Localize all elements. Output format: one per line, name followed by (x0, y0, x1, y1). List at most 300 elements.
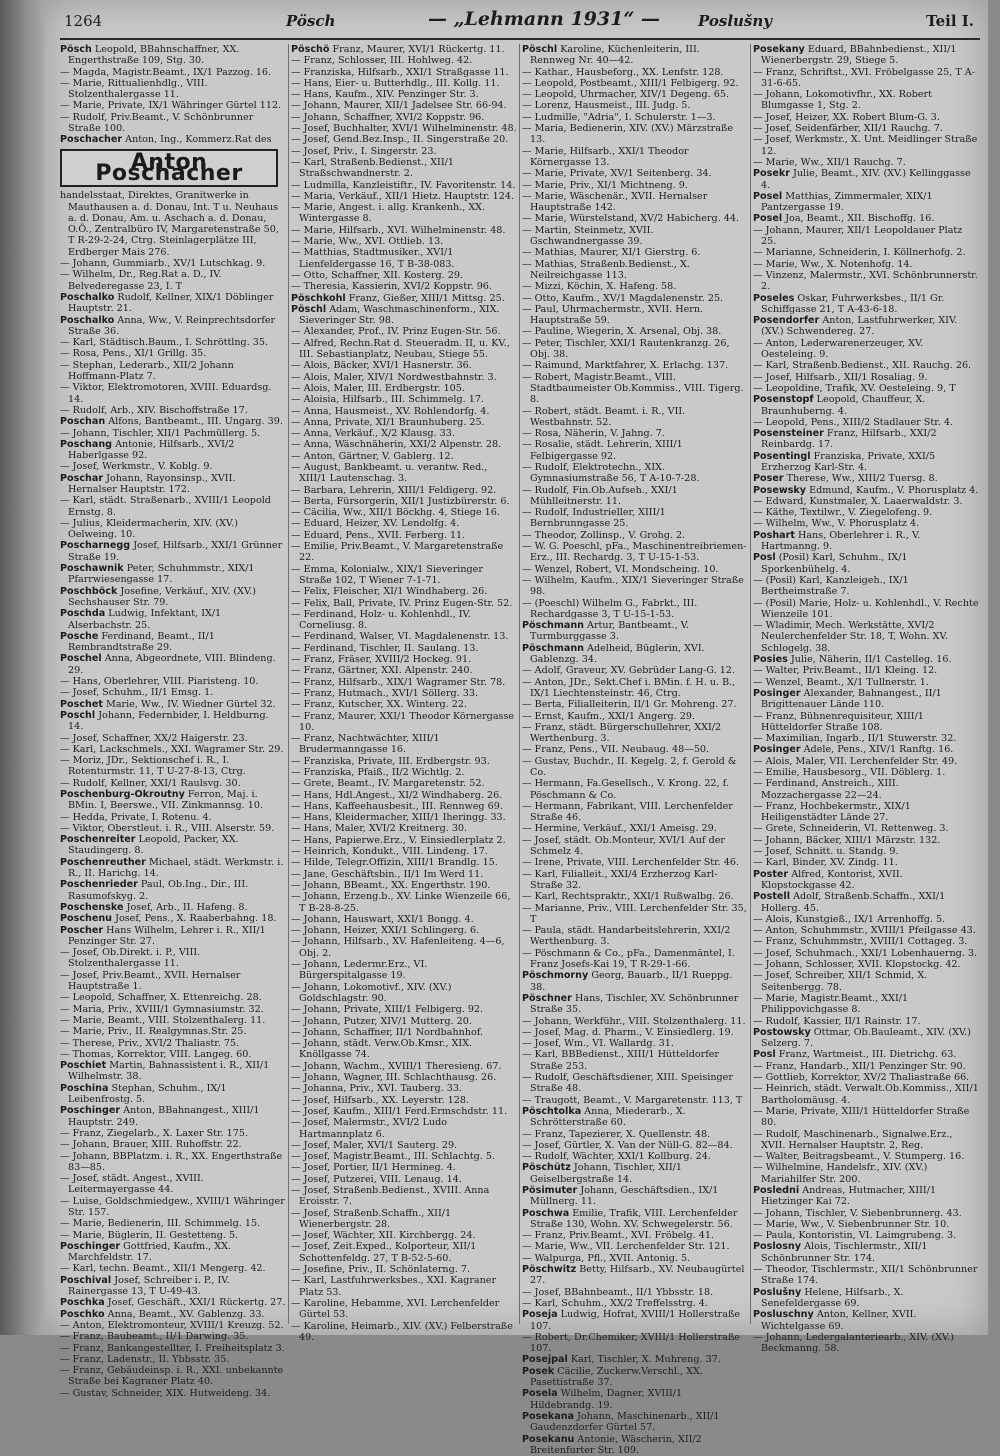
directory-entry (522, 778, 748, 801)
entry-details: — Karl, städt. Straßenarb., XVIII/1 Leopold Ernstg. 8. (60, 495, 271, 518)
directory-entry (522, 462, 748, 485)
directory-entry (291, 55, 517, 66)
directory-entry (60, 1060, 286, 1083)
column-divider (519, 44, 520, 1324)
entry-details: — Rudolf, Geschäftsdiener, XIII. Speisinger Straße 48. (522, 1072, 733, 1095)
entry-details: — Käthe, Textilwr., V. Ziegelofeng. 9. (753, 507, 933, 519)
directory-entry (60, 439, 286, 462)
directory-entry (753, 936, 979, 947)
directory-entry (753, 552, 979, 575)
directory-entry (291, 78, 517, 89)
entry-details: — Theodor, Tischlermstr., XII/1 Schönbrunner Straße 174. (753, 1264, 978, 1287)
entry-details: — (Posil) Karl, Kanzleigeh., IX/1 Bertheimstraße 7. (753, 574, 909, 598)
entry-details: — Paula, städt. Handarbeitslehrerin, XXI/2 Werthenburg. 3. (522, 925, 731, 948)
entry-details: — Rudolf, Maschinenarb., Signalwe.Erz., XVII. Hernalser Hauptstr. 2, Reg. (753, 1128, 953, 1151)
directory-entry (753, 67, 979, 90)
entry-details: — Paul, Uhrmachermstr., XVII. Hern. Hauptstraße 59. (522, 303, 704, 327)
entry-details: — Rosalie, städt. Lehrerin, XIII/1 Felbigergasse 92. (522, 439, 683, 462)
directory-entry (291, 417, 517, 428)
entry-details: — Josef, Schuhm., II/1 Emsg. 1. (60, 687, 214, 699)
directory-entry (291, 541, 517, 564)
directory-entry (753, 767, 979, 778)
entry-details: — Cäcilia, Ww., XII/1 Böckhg. 4, Stiege 16. (291, 507, 500, 519)
directory-entry (291, 778, 517, 789)
entry-surname: Poster (753, 868, 789, 880)
entry-surname: Pösch (60, 44, 92, 55)
directory-entry (60, 473, 286, 496)
directory-entry (60, 823, 286, 834)
entry-surname: Poschawnik (60, 563, 124, 575)
directory-entry (60, 100, 286, 111)
entry-details: — Alois, Kunstgieß., IX/1 Arrenhoffg. 5. (753, 913, 946, 925)
directory-entry (60, 258, 286, 269)
directory-entry (291, 428, 517, 439)
entry-surname: Pöschtolka (522, 1105, 582, 1117)
directory-entry (522, 146, 748, 169)
entry-details: — Karl, Straßenb.Bedienst., XII. Rauchg. 26. (753, 360, 972, 372)
entry-details: — Josef, städt. Ob.Monteur, XVI/1 Auf der Schmelz 4. (522, 834, 725, 858)
directory-entry (753, 293, 979, 316)
directory-entry (60, 1196, 286, 1219)
entry-details: Ottmar, Ob.Bauleamt., XIV. (XV.) Selzerg. 7. (761, 1026, 971, 1050)
directory-entry (753, 89, 979, 112)
directory-entry (60, 1038, 286, 1049)
directory-entry (522, 1434, 748, 1456)
entry-surname: Poschel (60, 653, 102, 665)
entry-details: — Viktor, Elektromotoren, XVIII. Eduardsg. 14. (60, 382, 272, 405)
directory-entry (291, 1230, 517, 1241)
entry-details: — Franz, Bühnenrequisiteur, XIII/1 Hütteldorfer Straße 108. (753, 710, 924, 733)
directory-entry (522, 620, 748, 643)
entry-details: — Rosa, Näherin, V. Jahng. 7. (522, 428, 665, 440)
page-number: 1264 (64, 12, 103, 30)
directory-entry (522, 1095, 748, 1106)
entry-details: Johann, Rayonsinsp., XVII. Hernalser Hauptstr. 172. (68, 472, 236, 495)
entry-details: — Johann, BBPlatzm. i. R., XX. Engerthstraße 83—85. (60, 1150, 283, 1173)
entry-details: Paul, Ob.Ing., Dir., III. Rasumofskyg. 2. (68, 879, 249, 902)
entry-details: Anna, Abgeordnete, VIII. Blindeng. 29. (68, 653, 276, 676)
entry-details: — Luise, Goldschmiedgew., XVIII/1 Währinger Str. 157. (60, 1195, 285, 1218)
entry-details: — Alois, Maler, VII. Lerchenfelder Str. 49. (753, 755, 958, 767)
entry-details: Emilie, Trafik, VIII. Lerchenfelder Straße 130, Wohn. XV. Schwegelerstr. 56. (530, 1207, 738, 1230)
entry-details: — Matthias, Stadtmusiker., XVI/1 Lienfeldergasse 16, T B-38-083. (291, 247, 455, 270)
entry-surname: Pöschmann (522, 642, 584, 654)
entry-surname: Poschenreuther (60, 856, 146, 868)
directory-entry (291, 507, 517, 518)
entry-details: — Thomas, Korrektor, VIII. Langeg. 60. (60, 1048, 252, 1060)
entry-details: — Ernst, Kaufm., XXI/1 Angerg. 29. (522, 710, 695, 722)
entry-details: — Marie, Private, XIII/1 Hütteldorfer Straße 80. (753, 1105, 970, 1129)
entry-details: — (Posil) Marie, Holz- u. Kohlenhdl., V. Rechte Wienzeile 101. (753, 597, 979, 620)
entry-details: — Wenzel, Robert, VI. Mondscheing. 10. (522, 563, 719, 575)
entry-details: — Josef, Schuhmach., XXI/1 Lobenhauerng. 3. (753, 947, 978, 959)
entry-details: — Josef, Wm., VI. Wallardg. 31. (522, 1038, 674, 1050)
directory-entry (60, 902, 286, 913)
entry-details: — Gustav, Buchdr., II. Kegelg. 2, f. Gerold & Co. (522, 755, 737, 778)
column-4 (753, 44, 979, 1355)
entry-details: — Josef, Werkmstr., V. Koblg. 9. (60, 461, 213, 473)
directory-entry (291, 338, 517, 361)
directory-entry (60, 1218, 286, 1229)
directory-entry (753, 857, 979, 868)
directory-entry (753, 993, 979, 1016)
directory-entry (522, 643, 748, 666)
entry-surname: Poschenske (60, 901, 124, 913)
entry-details: Franz, Hilfsarb., XXI/2 Reinbardg. 17. (761, 428, 937, 451)
directory-entry (60, 1331, 286, 1342)
column-2 (291, 44, 517, 1343)
entry-details: Therese, Ww., XIII/2 Tuersg. 8. (786, 473, 938, 485)
entry-details: — Grete, Beamt., IV. Margaretenstr. 52. (291, 778, 485, 790)
directory-entry (753, 598, 979, 621)
directory-entry (753, 417, 979, 428)
entry-details: Julie, Beamt., XIV. (XV.) Kellinggasse 4. (761, 168, 971, 191)
entry-details: — Franz, Gebäudeinsp. i. R., XXI. unbekannte Straße bei Kagraner Platz 40. (60, 1365, 284, 1388)
directory-entry (522, 326, 748, 337)
directory-entry (291, 134, 517, 145)
directory-entry (522, 89, 748, 100)
entry-details: — Franziska, Private, III. Erdbergstr. 93. (291, 755, 490, 767)
directory-entry (753, 711, 979, 734)
entry-details: — Franz, Schlosser, III. Hohlweg. 42. (291, 55, 473, 67)
entry-surname: Poschl (60, 709, 96, 721)
directory-entry (753, 970, 979, 993)
entry-details: — Marie, Angest. i. allg. Krankenh., XX. Wintergasse 8. (291, 202, 486, 225)
entry-details: — Vinzenz, Malermstr., XVI. Schönbrunnerstr. 2. (753, 269, 978, 293)
header-first-name: Pösch (286, 12, 336, 30)
entry-surname: Poschenrieder (60, 879, 138, 891)
directory-entry (291, 869, 517, 880)
entry-details: — Emilie, Hausbesorg., VII. Döblerg. 1. (753, 767, 946, 778)
directory-entry (291, 711, 517, 734)
entry-surname: Poschka (60, 1297, 105, 1309)
entry-surname: Poschang (60, 438, 113, 450)
entry-details: — Johann, Lokomotivfhr., XX. Robert Blumgasse 1, Stg. 2. (753, 89, 933, 112)
directory-entry (291, 857, 517, 868)
entry-details: Adam, Waschmaschinenform., XIX. Sieveringer Str. 98. (299, 303, 500, 327)
entry-details: — Hans, Hdl.Angest., XI/2 Windhaberg. 26. (291, 789, 503, 801)
directory-entry (753, 1264, 979, 1287)
directory-entry (291, 247, 517, 270)
directory-entry (291, 372, 517, 383)
directory-entry (291, 100, 517, 111)
entry-details: Franz, Wartmeist., III. Dietrichg. 63. (778, 1049, 957, 1061)
directory-entry (753, 315, 979, 338)
entry-surname: Poschda (60, 608, 106, 620)
entry-details: — Eduard, Heizer, XV. Lendolfg. 4. (291, 518, 460, 530)
entry-details: — Anton, Schuhmmstr., XVIII/1 Pfeilgasse 43. (753, 925, 976, 937)
directory-entry (522, 677, 748, 700)
directory-entry (291, 631, 517, 642)
entry-details: — Marie, Ww., XII/1 Rauchg. 7. (753, 156, 906, 168)
entry-details: — Johann, Schlosser, XVII. Klopstockg. 42. (753, 959, 961, 971)
entry-details: Rudolf, Kellner, XIX/1 Döblinger Hauptstr. 21. (68, 291, 274, 315)
entry-surname: Pöschmorny (522, 970, 589, 982)
entry-details: Anna, Miederarb., X. Schrötterstraße 60. (530, 1105, 686, 1129)
entry-details: — Walpurga, Pfl., XVII. Antonig. 5. (522, 1252, 691, 1264)
directory-entry (291, 654, 517, 665)
entry-details: — Alois, Maler, III. Erdbergstr. 105. (291, 382, 465, 394)
entry-details: — Otto, Kaufm., XV/1 Magdalenenstr. 25. (522, 292, 724, 304)
directory-entry (753, 168, 979, 191)
entry-surname: Poschina (60, 1082, 109, 1094)
entry-details: — Johann, Hilfsarb., XV. Hafenleiteng. 4—6, Obj. 2. (291, 936, 505, 959)
entry-details: — Johann, Tischler, V. Siebenbrunnerg. 43. (753, 1207, 962, 1219)
directory-entry (291, 823, 517, 834)
directory-entry (291, 1072, 517, 1083)
entry-details: — Wilhelmine, Handelsfr., XIV. (XV.) Mariahilfer Str. 200. (753, 1162, 928, 1185)
entry-details: Helene, Hilfsarb., X. Senefeldergasse 69. (761, 1286, 904, 1309)
entry-details: — Franziska, Hilfsarb., XXI/1 Straßgasse 11. (291, 66, 509, 78)
directory-entry (60, 1388, 286, 1399)
entry-surname: Poschan (60, 416, 106, 428)
directory-entry (753, 733, 979, 744)
entry-surname: Posenstopf (753, 394, 814, 406)
book-gutter-shadow (0, 0, 44, 1335)
directory-entry (60, 812, 286, 823)
directory-entry (60, 1128, 286, 1139)
header-rule (60, 38, 980, 40)
directory-entry (291, 598, 517, 609)
entry-details: — Johann, Private, XIII/1 Felbigerg. 92. (291, 1004, 484, 1016)
entry-details: Alois, Tischlermstr., XII/1 Schönbrunner Str. 174. (761, 1241, 928, 1264)
directory-entry (60, 428, 286, 439)
directory-entry (522, 100, 748, 111)
entry-details: — Franz, Schriftst., XVI. Fröbelgasse 25, T A-31-6-65. (753, 66, 975, 89)
directory-entry (60, 1297, 286, 1308)
entry-details: — Marie, Büglerin, II. Gestetteng. 5. (60, 1229, 239, 1241)
directory-entry (291, 790, 517, 801)
directory-entry (522, 903, 748, 926)
directory-entry (60, 631, 286, 654)
entry-surname: Pöschl (522, 44, 558, 55)
directory-entry (522, 1287, 748, 1298)
directory-entry (522, 360, 748, 371)
directory-entry (753, 914, 979, 925)
entry-details: — Anton, JDr., Sekt.Chef i. BMin. f. H. u. B., IX/1 Liechtensteinstr. 46, Ctrg. (522, 676, 736, 699)
entry-surname: Pöschwitz (522, 1264, 577, 1276)
directory-entry (291, 1264, 517, 1275)
directory-entry (753, 1241, 979, 1264)
entry-details: — Jane, Geschäftsbin., II/1 Im Werd 11. (291, 868, 484, 880)
directory-entry (753, 665, 979, 676)
entry-details: Josefine, Verkäuf., XIV. (XV.) Sechshauser Str. 79. (68, 585, 256, 608)
entry-details: — Rudolf, Kellner, XXI/1 Raulsvg. 30. (60, 777, 241, 789)
directory-entry (60, 1004, 286, 1015)
directory-entry (291, 959, 517, 982)
entry-details: — Marie, Rittualienhdlg., VIII. Stolzenthalergasse 11. (60, 77, 208, 101)
entry-details: — Franz, Ziegelarb., X. Laxer Str. 175. (60, 1127, 248, 1139)
entry-details: — Marie, Ww., X. Notenhofg. 14. (753, 258, 913, 270)
entry-details: — Walter, Beitragsbeamt., V. Stumperg. 16. (753, 1151, 965, 1163)
entry-details: — Leopold, Uhrmacher, XIV/1 Degeng. 65. (522, 89, 730, 101)
entry-surname: Poslosny (753, 1241, 802, 1253)
directory-entry (753, 846, 979, 857)
directory-entry (522, 801, 748, 824)
directory-entry (522, 1388, 748, 1411)
entry-details: — Irene, Private, VIII. Lerchenfelder Str. 46. (522, 857, 740, 869)
entry-details: — Josef, Mag. d. Pharm., V. Einsiedlerg. 19. (522, 1026, 734, 1038)
directory-entry (753, 485, 979, 496)
directory-entry (291, 801, 517, 812)
entry-surname: Pöschmann (522, 620, 584, 632)
directory-entry (60, 78, 286, 101)
entry-details: — Josef, Zeit.Exped., Kolporteur, XII/1 Schottenfeldg. 27, T B-52-5-60. (291, 1241, 477, 1264)
entry-details: — Johann, Schaffner, XVI/2 Koppstr. 96. (291, 111, 485, 123)
entry-details: — Johann, Putzer, XIV/1 Mutterg. 20. (291, 1015, 472, 1027)
entry-details: — Barbara, Lehrerin, XIII/1 Feldigerg. 92. (291, 484, 497, 496)
directory-entry (291, 236, 517, 247)
entry-details: — Hans, Kaffeehausbesit., III. Rennweg 69. (291, 800, 503, 812)
entry-details: — Anton, Gärtner, V. Gablerg. 12. (291, 450, 454, 462)
entry-surname: Pösimuter (522, 1184, 578, 1196)
entry-details: Antonie, Hilfsarb., XVI/2 Haberlgasse 92. (68, 438, 235, 462)
entry-details: Karoline, Küchenleiterin, III. Rennweg Nr. 40—42. (530, 44, 700, 67)
entry-details: — Johann, Wachm., XVIII/1 Theresieng. 67. (291, 1060, 502, 1072)
directory-entry (753, 801, 979, 824)
entry-details: — Marie, Private, XV/1 Seitenberg. 34. (522, 168, 712, 180)
entry-details: — Hans, Papierwe.Erz., V. Einsiedlerplatz 2. (291, 834, 506, 846)
entry-details: Ferron, Maj. i. BMin. I, Beerswe., VII. Zinkmannsg. 10. (68, 789, 263, 812)
entry-details: — Josef, Gürtler, X. Van der Nüll-G. 82—84. (522, 1139, 733, 1151)
directory-entry (291, 326, 517, 337)
directory-entry (60, 292, 286, 315)
entry-details: — Robert, Magistr.Beamt., VIII. Stadtbaumeister Ob.Kommiss., VIII. Tigerg. 8. (522, 371, 744, 406)
entry-details: — (Poeschl) Wilhelm G., Fabrkt., III. Rechardgasse 3, T U-15-1-53. (522, 597, 698, 620)
entry-details: — Stephan, Lederarb., XII/2 Johann Hoffmann-Platz 7. (60, 359, 234, 383)
entry-details: — Hans, Kleidermacher, XIII/1 Iheringg. 33. (291, 812, 506, 824)
directory-entry (753, 688, 979, 711)
directory-entry (522, 485, 748, 508)
directory-entry (60, 755, 286, 778)
entry-details: — Heinrich, Kondukt., VIII. Lindeng. 17. (291, 846, 488, 858)
directory-entry (522, 112, 748, 123)
directory-entry (753, 247, 979, 258)
entry-details: — Franz, Hilfsarb., XIX/1 Wagramer Str. 78. (291, 676, 506, 688)
directory-entry (753, 1027, 979, 1050)
entry-details: — Marie, Ww., XVI. Ottlieb. 13. (291, 236, 444, 248)
entry-details: — Marie, Ww., VII. Lerchenfelder Str. 121. (522, 1241, 730, 1253)
entry-details: — Franz, Gärtner, XXI. Alpenstr. 240. (291, 665, 473, 677)
directory-entry (291, 1275, 517, 1298)
directory-entry (753, 338, 979, 361)
entry-details: Leopold, Packer, XX. Staudingerg. 8. (68, 834, 239, 857)
entry-details: — Therese, Priv., XVI/2 Thaliastr. 75. (60, 1037, 240, 1049)
directory-entry (522, 823, 748, 834)
entry-details: — Peter, Tischler, XXI/1 Rautenkranzg. 26, Obj. 38. (522, 337, 730, 361)
entry-details: — Anna, Wäschnäherin, XXI/2 Alpenstr. 28. (291, 439, 502, 451)
entry-details: — Mathias, Straßenb.Bedienst., X. Neilreichgasse 113. (522, 258, 690, 281)
entry-surname: Poschet (60, 698, 103, 710)
directory-entry (60, 913, 286, 924)
directory-entry (291, 891, 517, 914)
entry-details: — Pauline, Wiegerin, X. Arsenal, Obj. 38. (522, 326, 722, 338)
entry-details: — Karl, techn. Beamt., XII/1 Mengerg. 42. (60, 1263, 266, 1275)
entry-details: — Johann, Maurer, XII/1 Jadelsee Str. 66-94. (291, 100, 507, 112)
entry-details: — Karl, Städtisch.Baum., I. Schröttlng. 35. (60, 337, 269, 349)
entry-surname: Posel (753, 190, 783, 202)
directory-entry (522, 891, 748, 902)
entry-details: Martin, Bahnassistent i. R., XII/1 Wilhelmstr. 38. (68, 1060, 270, 1083)
directory-entry (522, 372, 748, 406)
entry-surname: Posentingl (753, 450, 811, 462)
entry-surname: Posekr (753, 168, 790, 180)
entry-surname: Poschival (60, 1274, 112, 1286)
entry-details: — Robert, Dr.Chemiker, XVIII/1 Hollerstraße 107. (522, 1331, 740, 1355)
directory-entry (291, 44, 517, 55)
directory-entry (522, 428, 748, 439)
entry-details: Karl, Tischler, X. Muhreng. 37. (570, 1354, 721, 1366)
entry-surname: Poshart (753, 529, 795, 541)
entry-details: — Franz, Fräser, XVIII/2 Hockeg. 91. (291, 654, 472, 666)
entry-details: — Josef, Kaufm., XIII/1 Ferd.Ermschdstr. 11. (291, 1105, 508, 1117)
directory-entry (60, 190, 286, 258)
entry-details: Alfons, Bantbeamt., III. Ungarg. 39. (108, 416, 283, 428)
entry-details: Wilhelm, Dagner, XVIII/1 Hildebrandg. 19. (530, 1388, 683, 1411)
entry-details: — Franz, Schuhmmstr., XVIII/1 Cottageg. 3. (753, 936, 968, 948)
directory-entry (291, 462, 517, 485)
directory-entry (753, 518, 979, 529)
entry-details: — Rosa, Pens., XI/1 Grillg. 35. (60, 348, 207, 360)
entry-surname: Pöschö (291, 44, 330, 55)
entry-details: — Franz, Nachtwächter, XIII/1 Brudermanngasse 16. (291, 733, 440, 756)
directory-entry (522, 1332, 748, 1355)
entry-details: — Wilhelm, Kaufm., XIX/1 Sieveringer Straße 98. (522, 574, 744, 598)
entry-surname: Posensteiner (753, 428, 824, 440)
entry-details: — Otto, Schaffner, XII. Kosterg. 29. (291, 269, 463, 281)
entry-details: — Rudolf, Kassier, II/1 Rainstr. 17. (753, 1015, 921, 1027)
directory-entry (522, 123, 748, 146)
entry-details: — Johann, BBeamt., XX. Engerthstr. 190. (291, 879, 491, 891)
entry-details: — Grete, Schneiderin, VI. Rettenweg. 3. (753, 823, 949, 835)
directory-entry (522, 439, 748, 462)
directory-entry (753, 259, 979, 270)
directory-entry (60, 1320, 286, 1331)
directory-entry (291, 1321, 517, 1344)
directory-entry (522, 168, 748, 179)
entry-details: — Maximilian, Ingarb., II/1 Stuwerstr. 32. (753, 733, 957, 745)
entry-details: — Felix, Ball, Private, IV. Prinz Eugen-Str. 52. (291, 597, 513, 609)
directory-entry (60, 586, 286, 609)
entry-details: — Hans, Maler, XVI/2 Kreitnerg. 30. (291, 823, 468, 835)
directory-entry (753, 1162, 979, 1185)
directory-entry (60, 518, 286, 541)
directory-entry (291, 1004, 517, 1015)
directory-entry (60, 653, 286, 676)
entry-details: Franz, Gießer, XIII/1 Mittsg. 25. (348, 292, 505, 304)
directory-entry (60, 1241, 286, 1264)
entry-details: — Gottlieb, Korrektor, XV/2 Thaliastraße 66. (753, 1072, 970, 1084)
entry-surname: Pöschütz (522, 1162, 571, 1174)
column-3 (522, 44, 748, 1456)
entry-surname: Poschenreiter (60, 834, 136, 846)
directory-entry (522, 1162, 748, 1185)
entry-details: — Josef, Hilfsarb., XII/1 Rosaliag. 9. (753, 371, 928, 383)
directory-entry (291, 1027, 517, 1038)
entry-surname: Posela (522, 1388, 558, 1400)
entry-details: — Rudolf, Industrieller, XIII/1 Bernbrunngasse 25. (522, 507, 666, 530)
entry-details: Anna, Ww., V. Reinprechtsdorfer Straße 36. (68, 314, 276, 337)
directory-entry (522, 835, 748, 858)
directory-entry (60, 348, 286, 359)
directory-entry (522, 78, 748, 89)
entry-details: — Josef, städt. Angest., XVIII. Leitermayergasse 44. (60, 1173, 204, 1196)
directory-entry (60, 879, 286, 902)
entry-details: Michael, städt. Werkmstr. i. R., II. Harichg. 14. (68, 856, 284, 880)
entry-surname: Poslušny (753, 1286, 802, 1298)
directory-entry (291, 643, 517, 654)
entry-details: — Johann, Lokomotivf., XIV. (XV.) Goldschlagstr. 90. (291, 981, 452, 1004)
